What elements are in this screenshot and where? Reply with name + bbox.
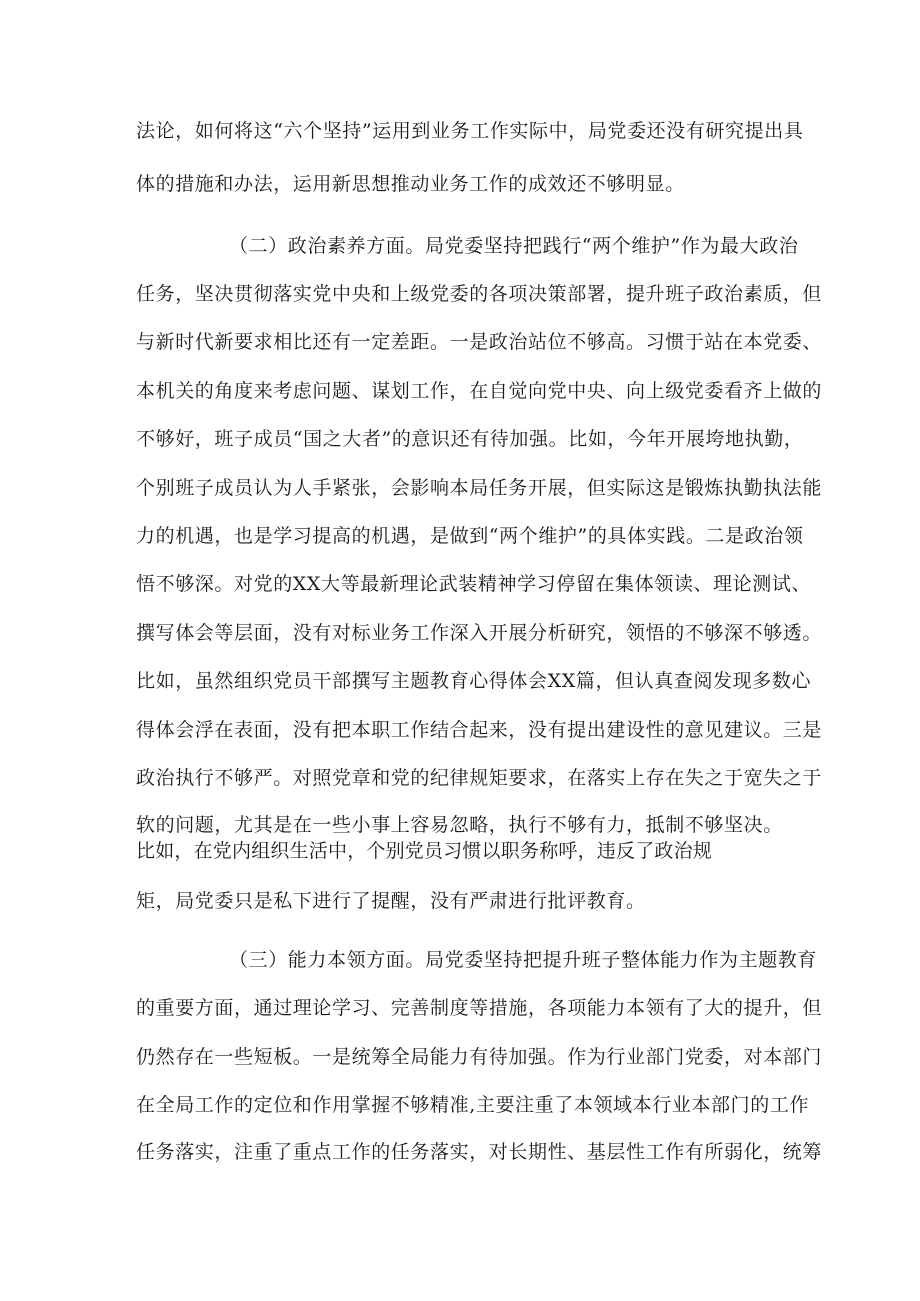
text-line: 任务落实，注重了重点工作的任务落实，对长期性、基层性工作有所弱化，统筹	[136, 1141, 823, 1163]
paragraph-heading-line: （二）政治素养方面。局党委坚持把践行“两个维护”作为最大政治	[229, 235, 799, 257]
text-line: 任务，坚决贯彻落实党中央和上级党委的各项决策部署，提升班子政治素质，但	[136, 283, 823, 305]
text-line: 不够好，班子成员“国之大者”的意识还有待加强。比如，今年开展垮地执勤，	[136, 428, 804, 450]
text-line: 比如，在党内组织生活中，个别党员习惯以职务称呼，违反了政治规	[136, 840, 713, 862]
text-line: 矩，局党委只是私下进行了提醒，没有严肃进行批评教育。	[136, 890, 646, 912]
text-line: 体的措施和办法，运用新思想推动业务工作的成效还不够明显。	[136, 173, 685, 195]
text-line: 软的问题，尤其是在一些小事上容易忽略，执行不够有力，抵制不够坚决。	[136, 814, 783, 836]
text-line: 撰写体会等层面，没有对标业务工作深入开展分析研究，领悟的不够深不够透。	[136, 622, 823, 644]
text-line: 得体会浮在表面，没有把本职工作结合起来，没有提出建设性的意见建议。三是	[136, 719, 823, 741]
text-line: 本机关的角度来考虑问题、谋划工作，在自觉向党中央、向上级党委看齐上做的	[136, 380, 823, 402]
text-line: 仍然存在一些短板。一是统筹全局能力有待加强。作为行业部门党委，对本部门	[136, 1046, 823, 1068]
paragraph-heading-line: （三）能力本领方面。局党委坚持把提升班子整体能力作为主题教育	[229, 949, 818, 971]
text-line: 政治执行不够严。对照党章和党的纪律规矩要求，在落实上存在失之于宽失之于	[136, 767, 823, 789]
text-line: 在全局工作的定位和作用掌握不够精准,主要注重了本领域本行业本部门的工作	[136, 1094, 810, 1116]
text-line: 悟不够深。对党的XX大等最新理论武装精神学习停留在集体领读、理论测试、	[136, 573, 812, 595]
text-line: 力的机遇，也是学习提高的机遇，是做到“两个维护”的具体实践。二是政治领	[136, 525, 804, 547]
text-line: 个别班子成员认为人手紧张，会影响本局任务开展，但实际这是锻炼执勤执法能	[136, 477, 823, 499]
text-line: 法论，如何将这“六个坚持”运用到业务工作实际中，局党委还没有研究提出具	[136, 120, 804, 142]
text-line: 比如，虽然组织党员干部撰写主题教育心得体会XX篇，但认真查阅发现多数心	[136, 670, 812, 692]
text-line: 与新时代新要求相比还有一定差距。一是政治站位不够高。习惯于站在本党委、	[136, 331, 823, 353]
text-line: 的重要方面，通过理论学习、完善制度等措施，各项能力本领有了大的提升，但	[136, 997, 823, 1019]
